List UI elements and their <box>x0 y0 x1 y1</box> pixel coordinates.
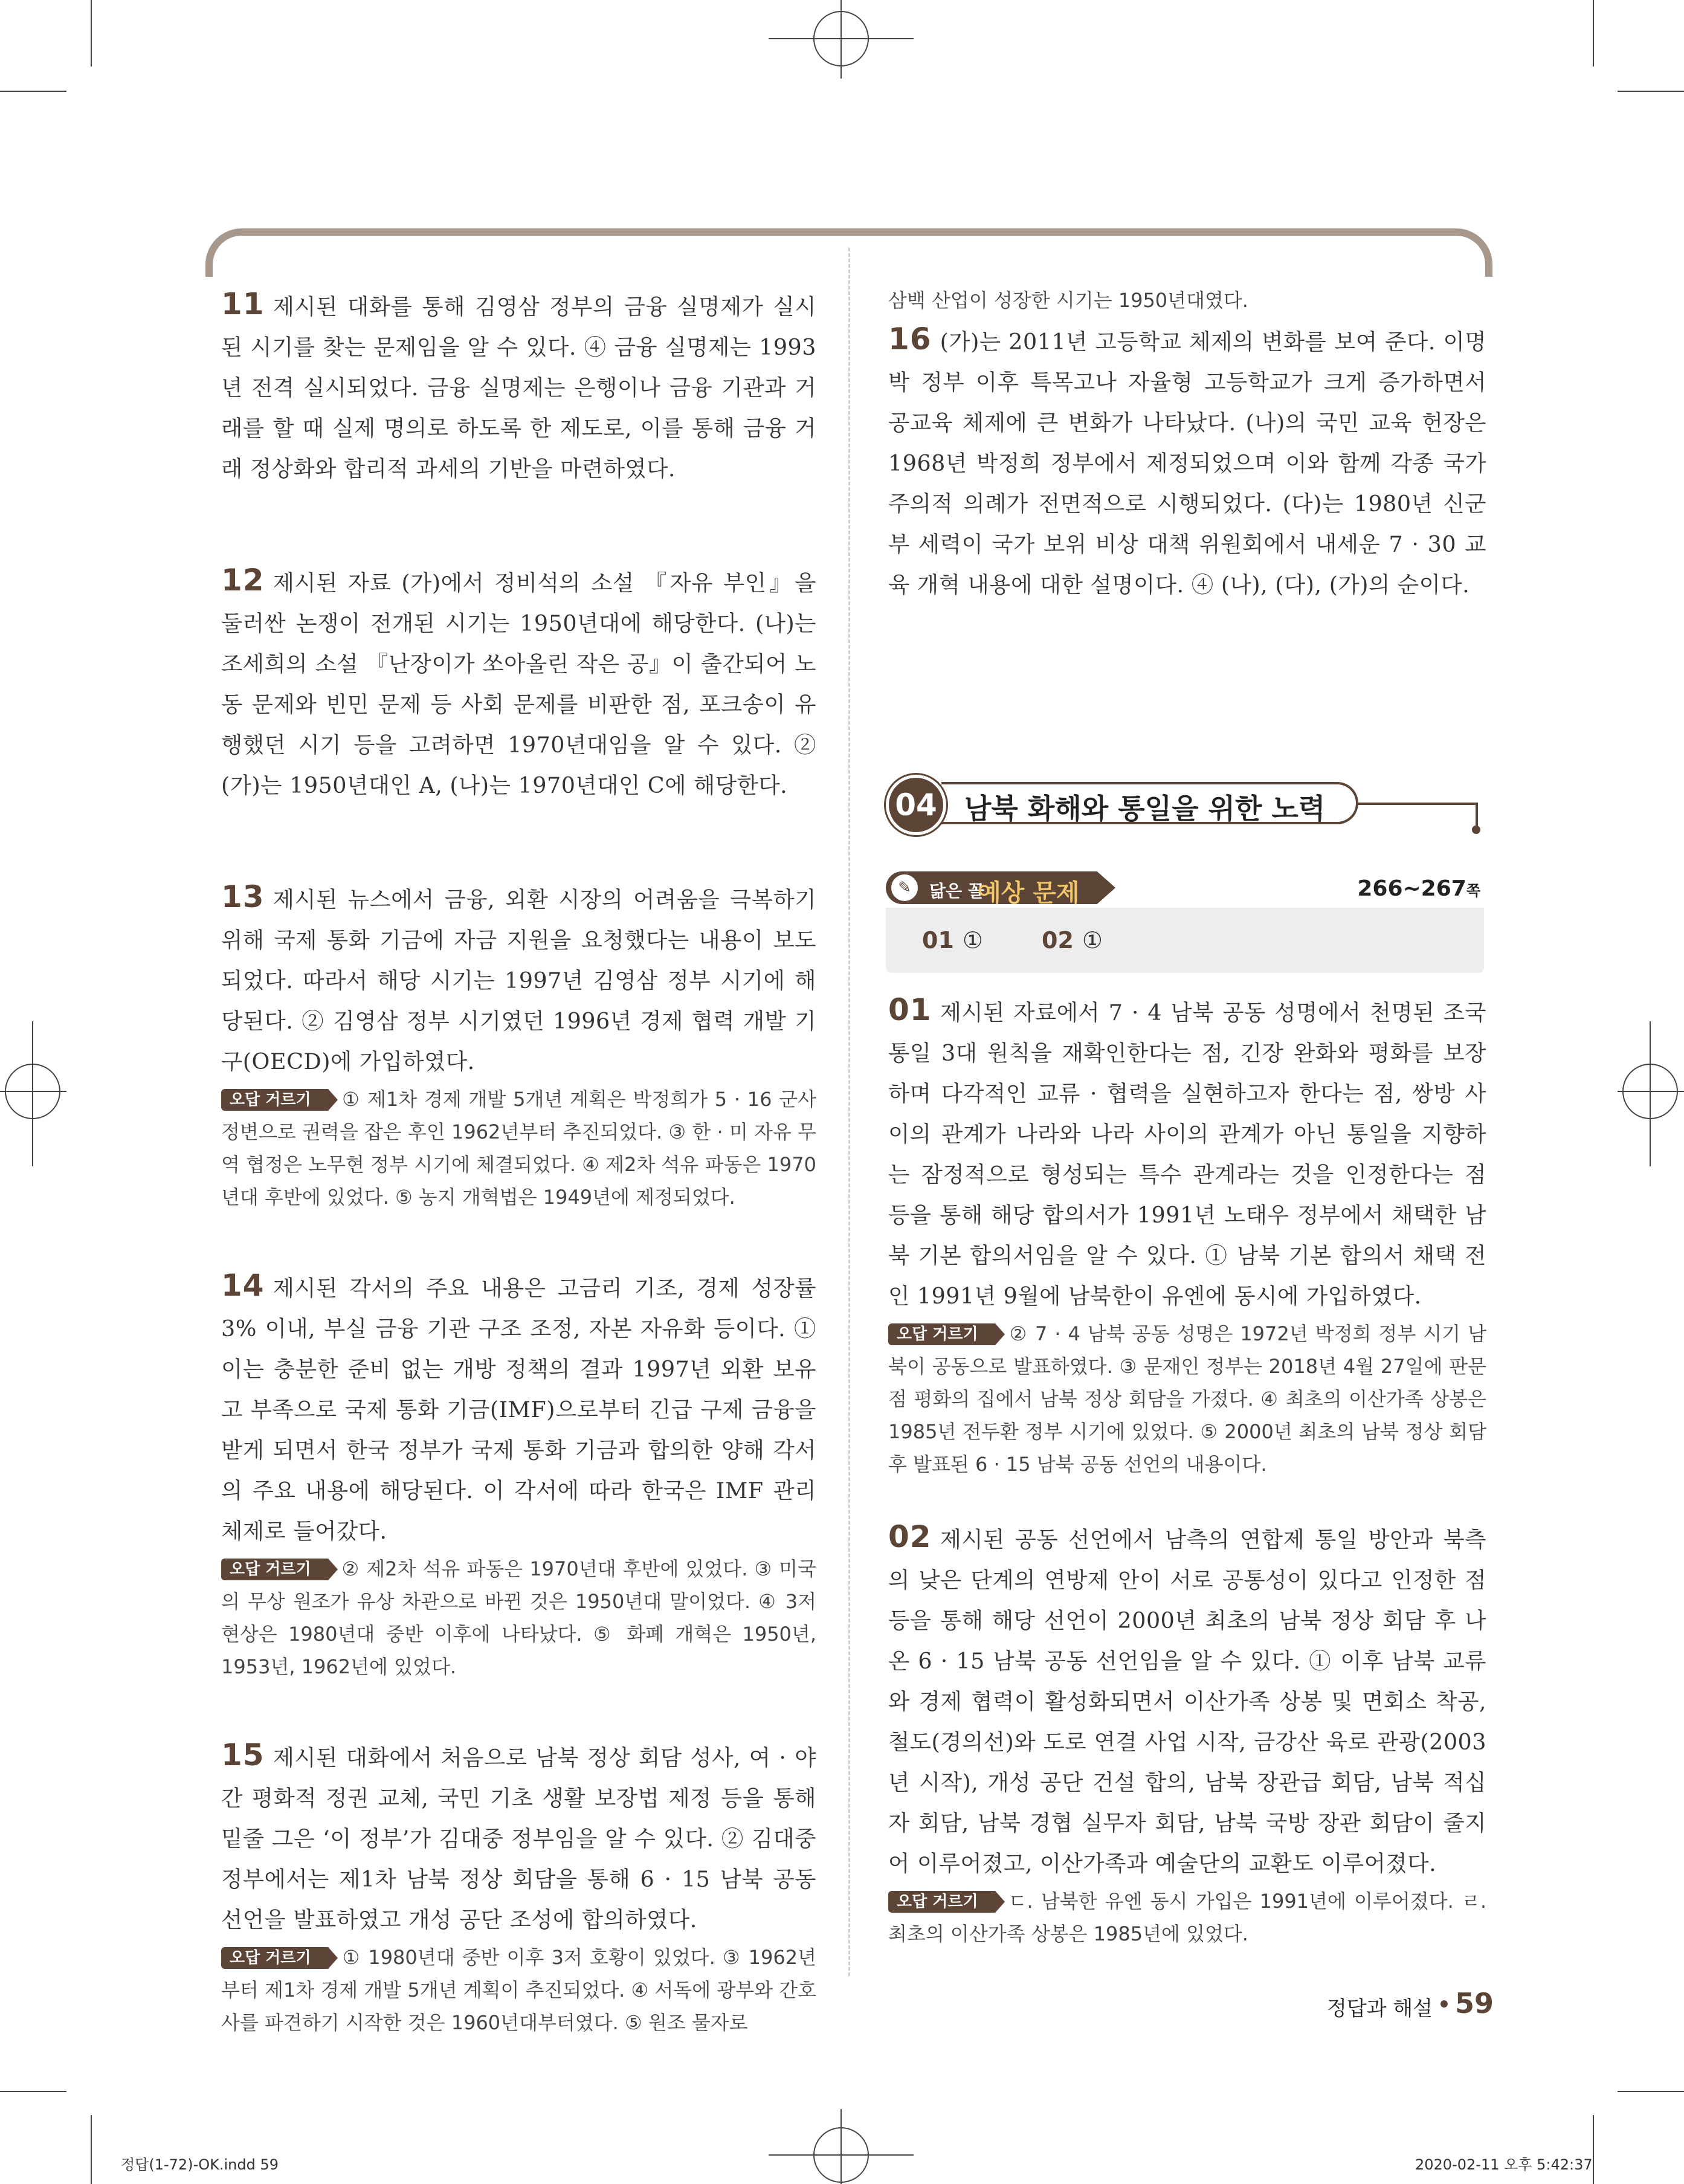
footer-bullet <box>1440 2000 1448 2008</box>
wrong-answer-badge: 오답 거르기 <box>221 1089 328 1111</box>
wrong-answer-badge: 오답 거르기 <box>221 1947 328 1969</box>
crop-mark <box>0 91 66 92</box>
note-text: ② 제2차 석유 파동은 1970년대 후반에 있었다. ③ 미국의 무상 원조가 유상 차관으로 바뀐 것은 1950년대 말이었다. ④ 3저 현상은 1980년대 중반 이후에 나타났다. ⑤ 화폐 개혁은 1950년, 1953년, 1962년에 있었다. <box>221 1557 816 1678</box>
answer-11 <box>221 284 816 489</box>
question-number: 13 <box>221 879 265 914</box>
practice-label-big: 예상 문제 <box>978 879 1080 907</box>
crop-mark <box>91 0 92 66</box>
answer-text: 제시된 자료 (가)에서 정비석의 소설 『자유 부인』을 둘러싼 논쟁이 전개된 시기는 1950년대에 해당한다. (나)는 조세희의 소설 『난장이가 쏘아올린 작은 공』이 출간되어 노동 문제와 빈민 문제 등 사회 문제를 비판한 점, 포크송이 유행했던 시기 등을 고려하면 1970년대임을 알 수 있다. ② (가)는 1950년대인 A, (나)는 1970년대인 C에 해당한다. <box>221 570 816 798</box>
registration-mark-line <box>840 2109 842 2184</box>
note-text: ① 제1차 경제 개발 5개년 계획은 박정희가 5 · 16 군사 정변으로 권력을 잡은 후인 1962년부터 추진되었다. ③ 한 · 미 자유 무역 협정은 노무현 정부 시기에 체결되었다. ④ 제2차 석유 파동은 1970년대 후반에 있었다. ⑤ 농지 개혁법은 1949년에 제정되었다. <box>221 1088 816 1209</box>
practice-label-small: 닮은 꼴 <box>929 881 984 901</box>
crop-mark <box>1618 91 1684 92</box>
answer-key-item: 01 ① <box>922 927 983 954</box>
wrong-answer-note <box>221 1552 816 1683</box>
section-header <box>886 775 1484 841</box>
answer-text: 제시된 자료에서 7 · 4 남북 공동 성명에서 천명된 조국 통일 3대 원칙을 재확인한다는 점, 긴장 완화와 평화를 보장하며 다각적인 교류 · 협력을 실현하고자 한다는 점, 쌍방 사이의 관계가 나라와 나라 사이의 관계가 아닌 통일을 지향하는 잠정적으로 형성되는 특수 관계라는 것을 인정한다는 점 등을 통해 해당 합의서가 1991년 노태우 정부에서 채택한 남북 기본 합의서임을 알 수 있다. ① 남북 기본 합의서 채택 전인 1991년 9월에 남북한이 유엔에 동시에 가입하였다. <box>888 1000 1486 1309</box>
book-icon: ✎ <box>889 873 920 903</box>
print-file-info: 정답(1-72)-OK.indd 59 <box>121 2156 279 2173</box>
answer-p01 <box>888 990 1486 1316</box>
registration-mark-line <box>32 1021 33 1166</box>
registration-mark-line <box>0 1091 66 1092</box>
wrong-answer-badge: 오답 거르기 <box>221 1559 328 1580</box>
footer-label: 정답과 해설 <box>1327 1997 1433 2021</box>
question-number: 16 <box>888 321 932 357</box>
answer-text: 제시된 공동 선언에서 남측의 연합제 통일 방안과 북측의 낮은 단계의 연방제 안이 서로 공통성이 있다고 인정한 점 등을 통해 해당 선언이 2000년 최초의 남북 정상 회담 후 나온 6 · 15 남북 공동 선언임을 알 수 있다. ① 이후 남북 교류와 경제 협력이 활성화되면서 이산가족 상봉 및 면회소 착공, 철도(경의선)와 도로 연결 사업 시작, 금강산 육로 관광(2003년 시작), 개성 공단 건설 합의, 남북 장관급 회담, 남북 적십자 회담, 남북 경협 실무자 회담, 남북 국방 장관 회담이 줄지어 이루어졌고, 이산가족과 예술단의 교환도 이루어졌다. <box>888 1527 1486 1876</box>
crop-mark <box>1593 2115 1594 2184</box>
page-number: 59 <box>1455 1987 1494 2020</box>
registration-mark-line <box>1618 1091 1684 1092</box>
section-number: 04 <box>886 775 946 835</box>
answer-14 <box>221 1265 816 1551</box>
answer-text: 제시된 뉴스에서 금융, 외환 시장의 어려움을 극복하기 위해 국제 통화 기금에 자금 지원을 요청했다는 내용이 보도되었다. 따라서 해당 시기는 1997년 김영삼 정부 시기에 해당된다. ② 김영삼 정부 시기였던 1996년 경제 협력 개발 기구(OECD)에 가입하였다. <box>221 887 816 1074</box>
question-number: 12 <box>221 563 265 598</box>
wrong-answer-note <box>221 1941 816 2039</box>
answer-text: 제시된 대화에서 처음으로 남북 정상 회담 성사, 여 · 야 간 평화적 정권 교체, 국민 기초 생활 보장법 제정 등을 통해 밑줄 그은 ‘이 정부’가 김대중 정부임을 알 수 있다. ② 김대중 정부에서는 제1차 남북 정상 회담을 통해 6 · 15 남북 공동 선언을 발표하였고 개성 공단 조성에 합의하였다. <box>221 1745 816 1933</box>
left-column <box>221 284 816 2039</box>
column-divider <box>848 248 850 1976</box>
note-text: ① 1980년대 중반 이후 3저 호황이 있었다. ③ 1962년부터 제1차 경제 개발 5개년 계획이 추진되었다. ④ 서독에 광부와 간호사를 파견하기 시작한 것은 1960년대부터였다. ⑤ 원조 물자로 <box>221 1946 817 2034</box>
answer-key-item: 02 ① <box>1042 927 1103 954</box>
answer-text: 제시된 대화를 통해 김영삼 정부의 금융 실명제가 실시된 시기를 찾는 문제임을 알 수 있다. ④ 금융 실명제는 1993년 전격 실시되었다. 금융 실명제는 은행이나 금융 기관과 거래를 할 때 실제 명의로 하도록 한 제도로, 이를 통해 금융 거래 정상화와 합리적 과세의 기반을 마련하였다. <box>221 294 816 482</box>
answer-text: 제시된 각서의 주요 내용은 고금리 기조, 경제 성장률 3% 이내, 부실 금융 기관 구조 조정, 자본 자유화 등이다. ① 이는 충분한 준비 없는 개방 정책의 결과 1997년 외환 보유고 부족으로 국제 통화 기금(IMF)으로부터 긴급 구제 금융을 받게 되면서 한국 정부가 국제 통화 기금과 합의한 양해 각서의 주요 내용에 해당된다. 이 각서에 따라 한국은 IMF 관리 체제로 들어갔다. <box>221 1275 816 1544</box>
answer-16 <box>888 319 1486 605</box>
wrong-answer-badge: 오답 거르기 <box>888 1891 995 1913</box>
question-number: 02 <box>888 1519 932 1554</box>
section-rule-dot <box>1472 825 1480 834</box>
crop-mark <box>91 2115 92 2184</box>
crop-mark <box>1618 2091 1684 2092</box>
section-title: 남북 화해와 통일을 위한 노력 <box>964 792 1326 825</box>
wrong-answer-badge: 오답 거르기 <box>888 1323 995 1345</box>
answer-key-box <box>886 908 1484 973</box>
note-text: ㄷ. 남북한 유엔 동시 가입은 1991년에 이루어졌다. ㄹ. 최초의 이산가족 상봉은 1985년에 있었다. <box>888 1890 1486 1945</box>
answer-text: (가)는 2011년 고등학교 체제의 변화를 보여 준다. 이명박 정부 이후 특목고나 자율형 고등학교가 크게 증가하면서 공교육 체제에 큰 변화가 나타났다. (나)의 국민 교육 헌장은 1968년 박정희 정부에서 제정되었으며 이와 함께 각종 국가주의적 의례가 전면적으로 시행되었다. (다)는 1980년 신군부 세력이 국가 보위 비상 대책 위원회에서 내세운 7 · 30 교육 개혁 내용에 대한 설명이다. ④ (나), (다), (가)의 순이다. <box>888 329 1486 598</box>
print-timestamp: 2020-02-11 오후 5:42:37 <box>1415 2156 1593 2173</box>
note-text: ② 7 · 4 남북 공동 성명은 1972년 박정희 정부 시기 남북이 공동으로 발표하였다. ③ 문재인 정부는 2018년 4월 27일에 판문점 평화의 집에서 남북 정상 회담을 가졌다. ④ 최초의 이산가족 상봉은 1985년 전두환 정부 시기에 있었다. ⑤ 2000년 최초의 남북 정상 회담 후 발표된 6 · 15 남북 공동 선언의 내용이다. <box>888 1322 1486 1476</box>
section-rule <box>1357 803 1478 805</box>
question-number: 15 <box>221 1737 265 1772</box>
answer-15 <box>221 1735 816 1940</box>
section-rule <box>1476 803 1478 828</box>
answer-p02 <box>888 1517 1486 1884</box>
right-column-bottom <box>888 990 1486 1950</box>
question-number: 01 <box>888 992 932 1027</box>
wrong-answer-note <box>221 1083 816 1213</box>
answer-12 <box>221 560 816 806</box>
answer-13 <box>221 877 816 1082</box>
wrong-answer-note <box>888 1885 1486 1950</box>
question-number: 14 <box>221 1268 265 1303</box>
crop-mark <box>0 2091 66 2092</box>
wrong-answer-note <box>888 1317 1486 1481</box>
registration-mark-line <box>840 0 842 79</box>
question-number: 11 <box>221 286 265 321</box>
crop-mark <box>1593 0 1594 66</box>
practice-pages: 266~267쪽 <box>1357 876 1480 901</box>
registration-mark-line <box>1650 1021 1651 1166</box>
right-column-top <box>888 284 1486 605</box>
carry-over-text: 삼백 산업이 성장한 시기는 1950년대였다. <box>888 289 1248 312</box>
